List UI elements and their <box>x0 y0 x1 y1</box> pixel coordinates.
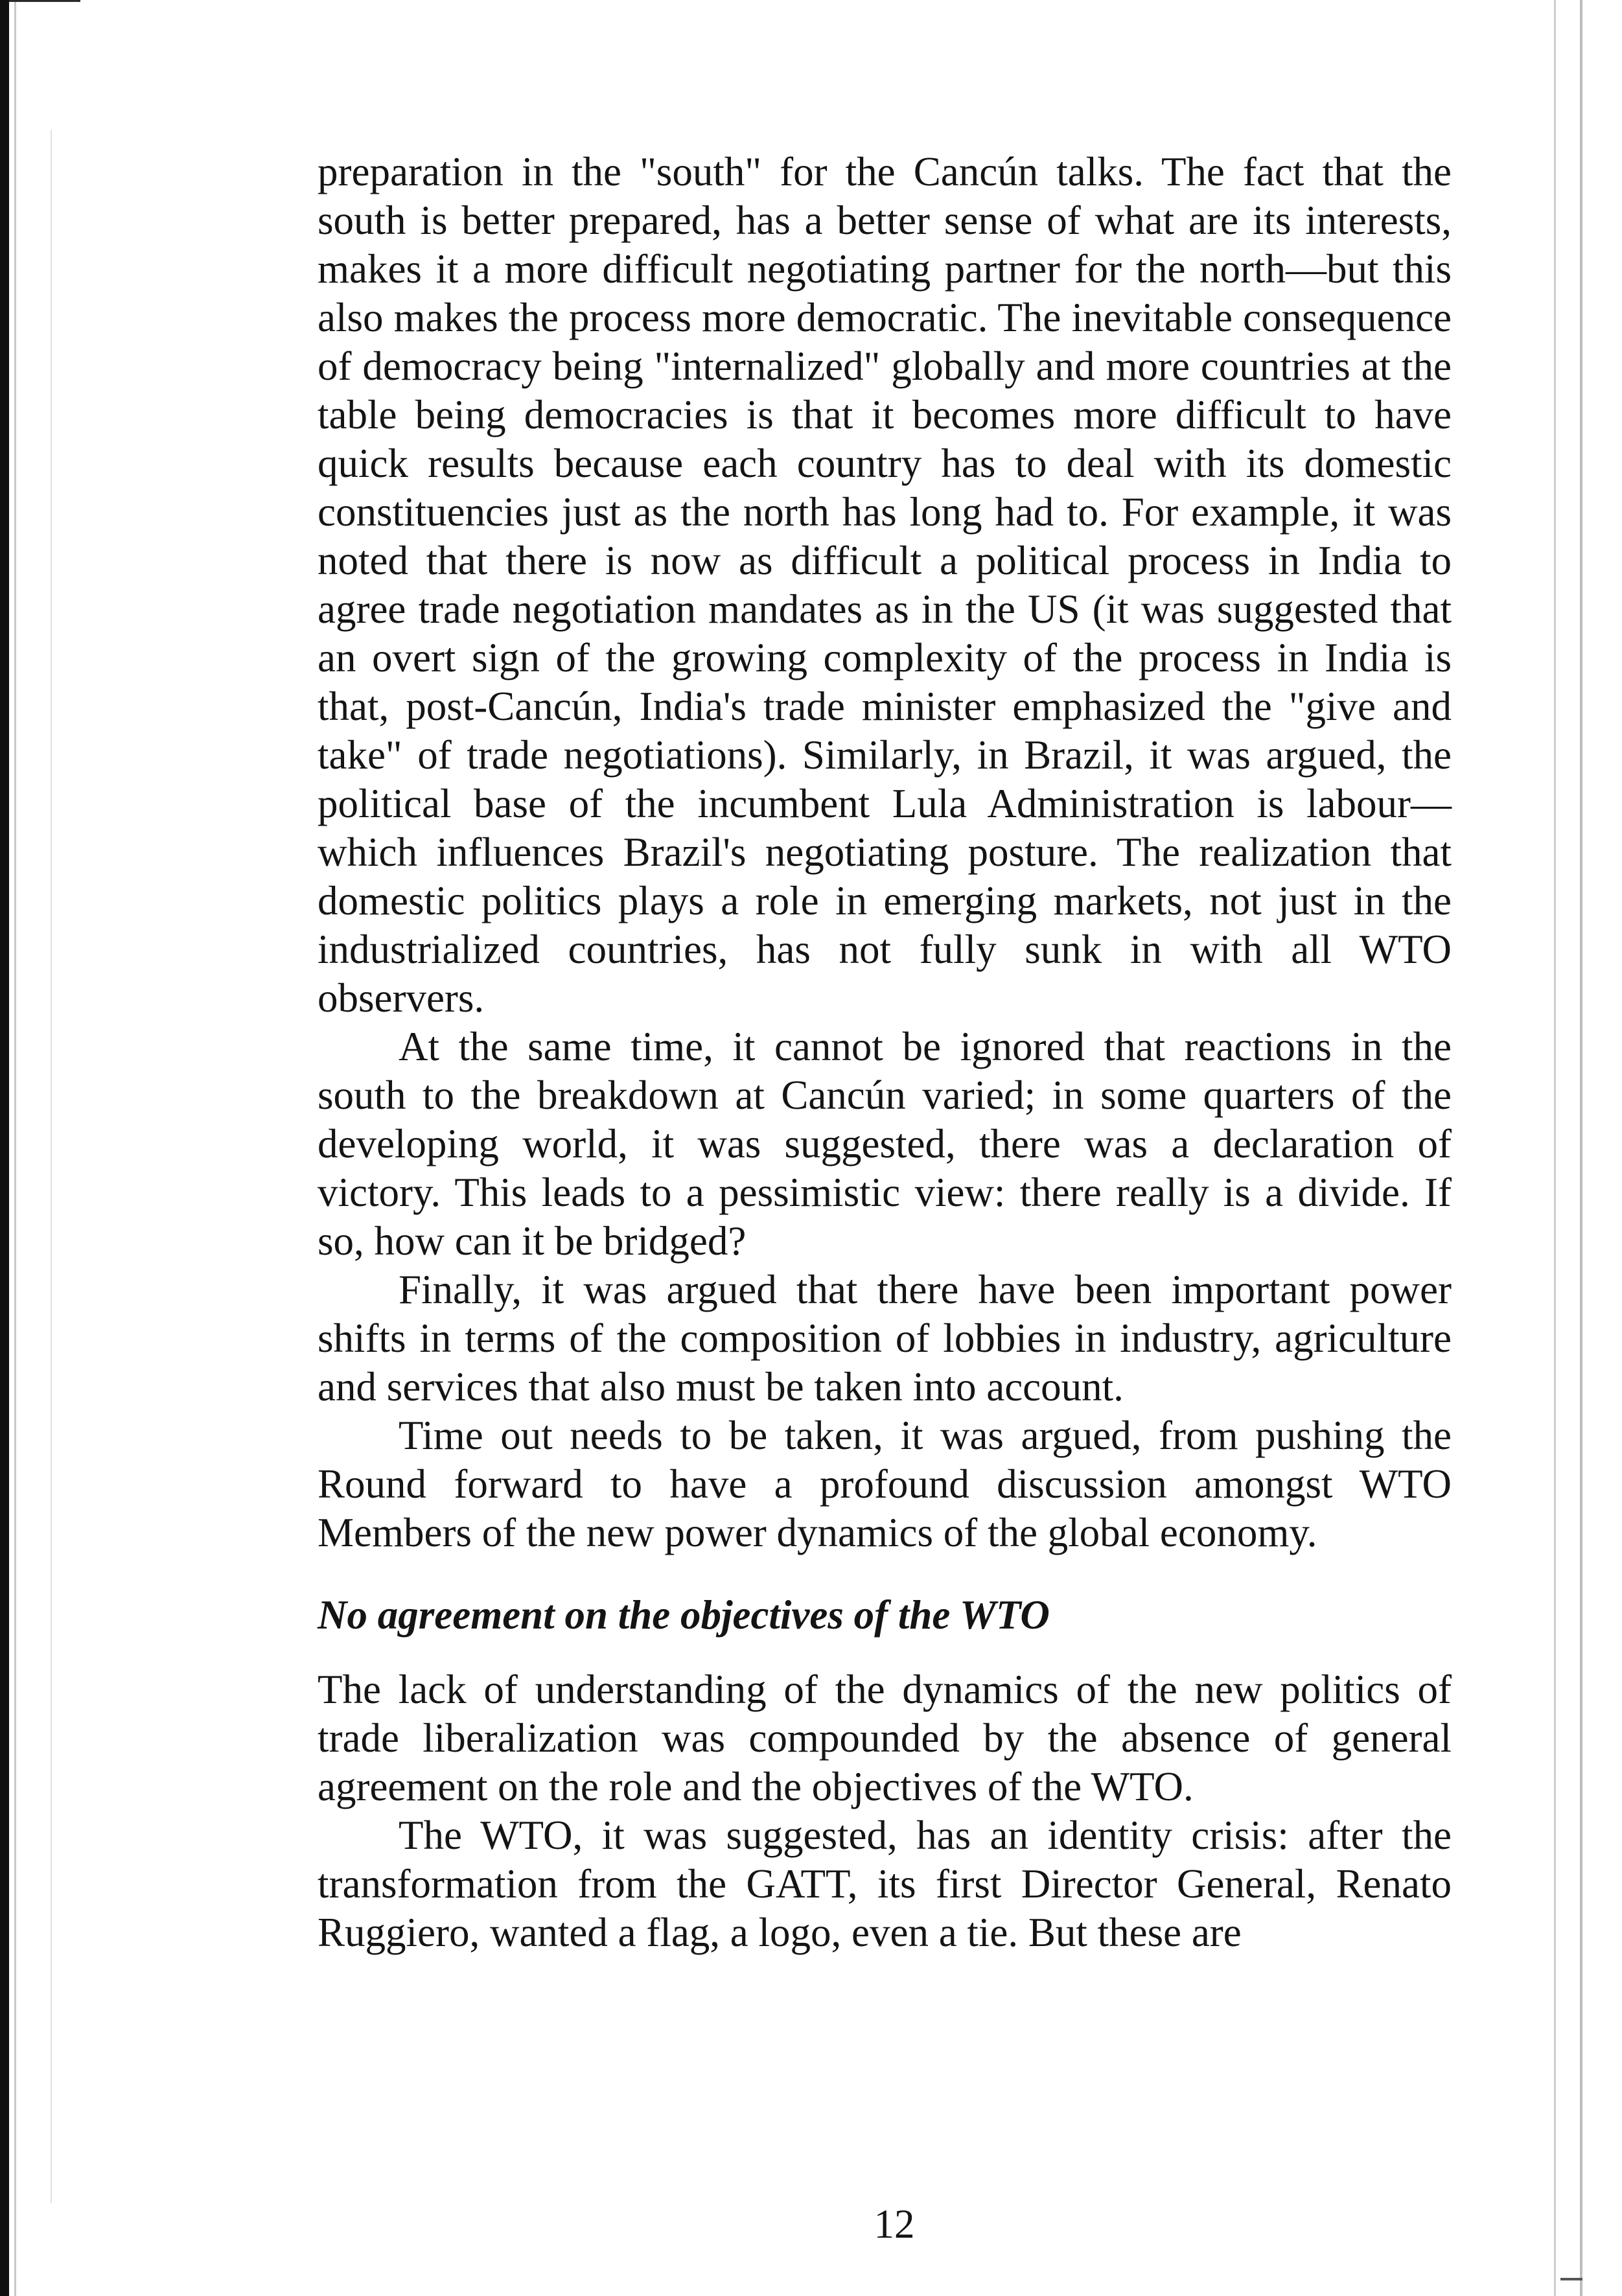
paragraph: preparation in the "south" for the Cancún talks. The fact that the south is better prepared, has a better sense of what are its interests, makes it a more difficult negotiating partner for the north—but this also makes the process more democratic. The inevitable consequence of democracy being "internalized" globally and more countries at the table being democracies is that it becomes more difficult to have quick results because each country has to deal with its domestic constituencies just as the north has long had to. For example, it was noted that there is now as difficult a political process in India to agree trade negotiation mandates as in the US (it was suggested that an overt sign of the growing complexity of the process in India is that, post-Cancún, India's trade minister emphasized the "give and take" of trade negotiations). Similarly, in Brazil, it was argued, the political base of the incumbent Lula Administration is labour—which influences Brazil's negotiating posture. The realization that domestic politics plays a role in emerging markets, not just in the industrialized countries, has not fully sunk in with all WTO observers. <box>318 149 1452 1021</box>
page-number: 12 <box>874 2201 915 2247</box>
paragraph: At the same time, it cannot be ignored that reactions in the south to the breakdown at Cancún varied; in some quarters of the developing world, it was suggested, there was a declaration of victory. This leads to a pessimistic view: there really is a divide. If so, how can it be bridged? <box>318 1024 1452 1264</box>
scan-corner-mark <box>1560 2278 1582 2280</box>
scan-edge-right <box>1554 0 1556 2296</box>
scan-corner-mark <box>9 0 80 2</box>
scan-edge-line <box>14 0 16 2296</box>
scan-edge-left <box>0 0 9 2296</box>
paragraph: The lack of understanding of the dynamics of the new politics of trade liberalization was compounded by the absence of general agreement on the role and the objectives of the WTO. <box>318 1667 1452 1809</box>
scan-edge-line <box>51 130 52 2203</box>
paragraph: Time out needs to be taken, it was argued, from pushing the Round forward to have a profound discussion amongst WTO Members of the new power dynamics of the global economy. <box>318 1413 1452 1555</box>
page-body <box>318 148 1452 1957</box>
section-heading: No agreement on the objectives of the WTO <box>318 1592 1050 1638</box>
paragraph: The WTO, it was suggested, has an identity crisis: after the transformation from the GATT, its first Director General, Renato Ruggiero, wanted a flag, a logo, even a tie. But these are <box>318 1813 1452 1955</box>
paragraph: Finally, it was argued that there have been important power shifts in terms of the composition of lobbies in industry, agriculture and services that also must be taken into account. <box>318 1267 1452 1409</box>
scan-edge-right <box>1580 0 1582 2296</box>
